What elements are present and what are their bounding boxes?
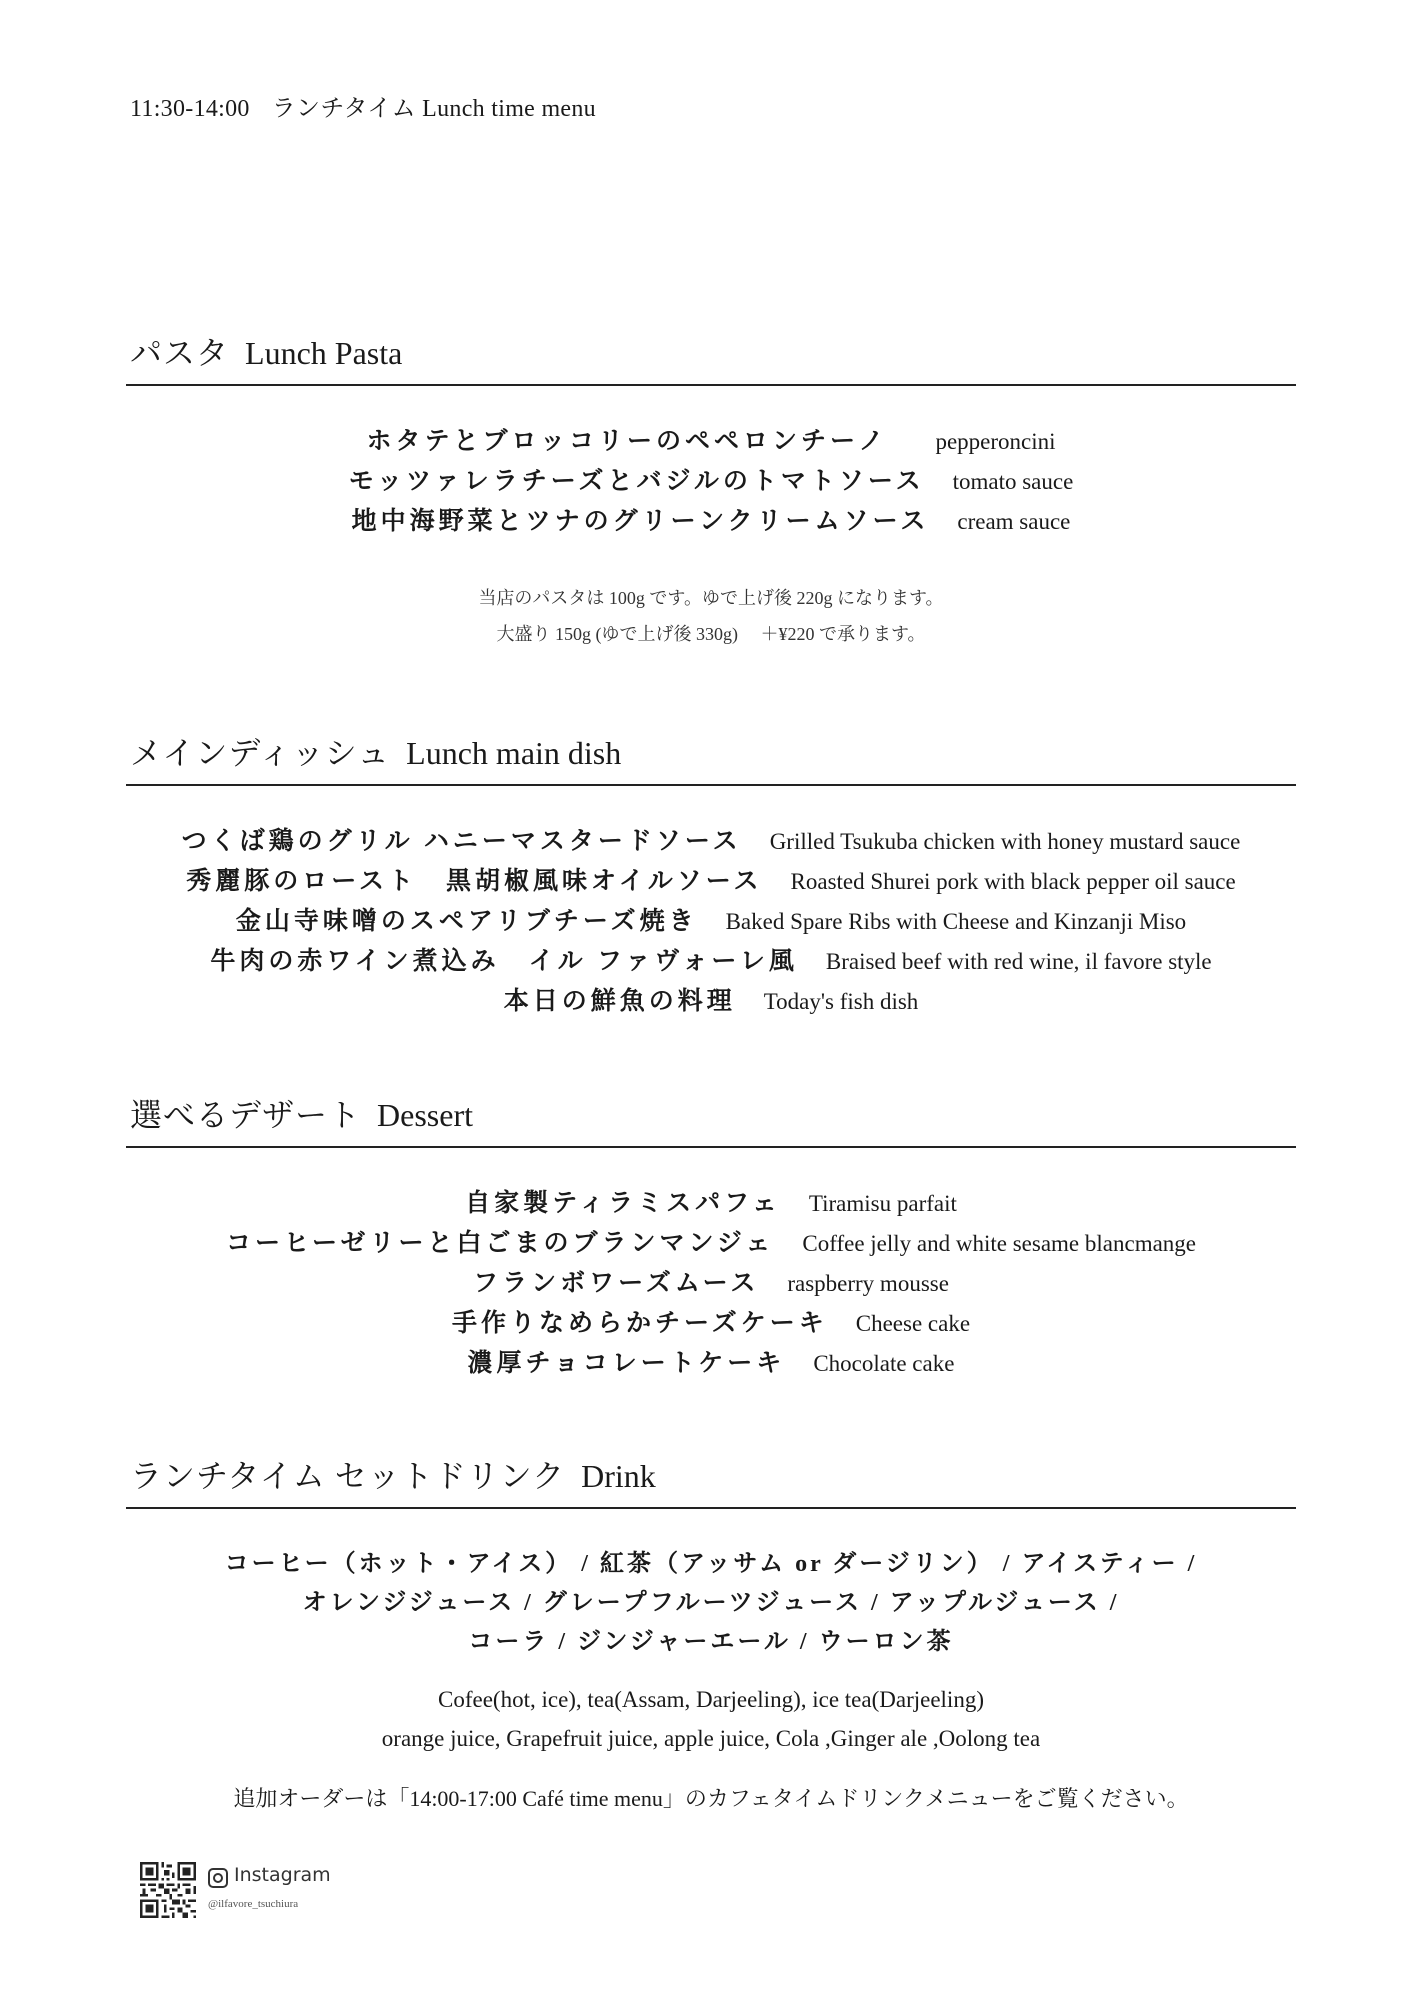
item-name-ja: 牛肉の赤ワイン煮込み イル ファヴォーレ風: [210, 948, 798, 975]
item-name-en: Chocolate cake: [813, 1351, 955, 1376]
item-name-ja: フランボワーズムース: [473, 1270, 760, 1297]
divider: [126, 784, 1296, 786]
item-name-ja: モッツァレラチーズとバジルのトマトソース: [348, 468, 925, 495]
menu-item: [126, 902, 1296, 942]
drink-line-ja: コーラ / ジンジャーエール / ウーロン茶: [468, 1629, 954, 1655]
item-name-en: Braised beef with red wine, il favore style: [825, 949, 1212, 974]
section-title-ja: 選べるデザート: [130, 1097, 362, 1133]
item-name-en: Cheese cake: [855, 1311, 971, 1336]
item-name-ja: 手作りなめらかチーズケーキ: [451, 1310, 828, 1337]
item-name-ja: 自家製ティラミスパフェ: [465, 1190, 781, 1217]
section-title-en: Lunch main dish: [406, 735, 622, 771]
menu-item: [126, 422, 1296, 462]
divider: [126, 1507, 1296, 1509]
menu-item: [126, 462, 1296, 502]
drink-list-ja: [126, 1545, 1296, 1662]
divider: [126, 1146, 1296, 1148]
pasta-section: [126, 328, 1296, 652]
qr-code-icon[interactable]: [140, 1862, 196, 1918]
dessert-section: [126, 1090, 1296, 1384]
pasta-note-line: 大盛り 150g (ゆで上げ後 330g) ＋¥220 で承ります。: [496, 624, 926, 644]
section-title-ja: メインディッシュ: [130, 735, 391, 771]
menu-item: [126, 1224, 1296, 1264]
item-name-en: raspberry mousse: [787, 1271, 949, 1296]
menu-item: [126, 942, 1296, 982]
section-title: [126, 328, 1296, 378]
item-name-en: Tiramisu parfait: [808, 1191, 957, 1216]
section-title-en: Dessert: [377, 1097, 473, 1133]
item-name-en: pepperoncini: [935, 429, 1056, 454]
section-title: [126, 728, 1296, 778]
drink-line-en: orange juice, Grapefruit juice, apple juice, Cola ,Ginger ale ,Oolong tea: [381, 1726, 1041, 1751]
menu-item: [126, 1264, 1296, 1304]
item-name-ja: 地中海野菜とツナのグリーンクリームソース: [351, 508, 930, 535]
drink-list-en: [126, 1680, 1296, 1758]
page-header: [130, 88, 596, 123]
section-title-ja: パスタ: [130, 335, 230, 371]
menu-item: [126, 822, 1296, 862]
item-name-en: cream sauce: [957, 509, 1071, 534]
item-name-en: Coffee jelly and white sesame blancmange: [802, 1231, 1197, 1256]
drink-footnote: 追加オーダーは「14:00-17:00 Café time menu」のカフェタイムドリンクメニューをご覧ください。: [233, 1786, 1189, 1811]
item-name-ja: 本日の鮮魚の料理: [503, 988, 736, 1015]
divider: [126, 384, 1296, 386]
section-title-en: Drink: [581, 1458, 656, 1494]
item-name-ja: 金山寺味噌のスペアリブチーズ焼き: [235, 908, 698, 935]
item-name-en: Baked Spare Ribs with Cheese and Kinzanji Miso: [725, 909, 1187, 934]
item-name-en: Today's fish dish: [763, 989, 919, 1014]
menu-item: [126, 502, 1296, 542]
item-name-ja: ホタテとブロッコリーのペペロンチーノ: [366, 428, 888, 455]
hours-text: 11:30-14:00: [130, 96, 250, 122]
section-title-en: Lunch Pasta: [245, 335, 403, 371]
main-dish-section: [126, 728, 1296, 1022]
item-name-en: Roasted Shurei pork with black pepper oil sauce: [790, 869, 1236, 894]
section-title-ja: ランチタイム セットドリンク: [130, 1458, 566, 1494]
item-name-en: Grilled Tsukuba chicken with honey mustard sauce: [769, 829, 1241, 854]
menu-item: [126, 982, 1296, 1022]
menu-item: [126, 1184, 1296, 1224]
drink-section: [126, 1451, 1296, 1813]
instagram-icon: [208, 1868, 228, 1888]
menu-title: ランチタイム Lunch time menu: [271, 96, 596, 122]
section-title: [126, 1451, 1296, 1501]
item-name-ja: 秀麗豚のロースト 黒胡椒風味オイルソース: [186, 868, 763, 895]
drink-line-en: Cofee(hot, ice), tea(Assam, Darjeeling), ice tea(Darjeeling): [438, 1687, 984, 1712]
menu-item: [126, 862, 1296, 902]
drink-line-ja: オレンジジュース / グレープフルーツジュース / アップルジュース /: [302, 1590, 1120, 1616]
instagram-label[interactable]: Instagram: [234, 1864, 331, 1886]
item-name-ja: つくば鶏のグリル ハニーマスタードソース: [181, 828, 742, 855]
item-name-en: tomato sauce: [952, 469, 1074, 494]
item-name-ja: 濃厚チョコレートケーキ: [467, 1350, 786, 1377]
menu-item: [126, 1344, 1296, 1384]
pasta-note-line: 当店のパスタは 100g です。ゆで上げ後 220g になります。: [478, 588, 944, 608]
instagram-handle[interactable]: @ilfavore_tsuchiura: [208, 1898, 299, 1910]
section-title: [126, 1090, 1296, 1140]
item-name-ja: コーヒーゼリーと白ごまのブランマンジェ: [225, 1230, 775, 1257]
menu-item: [126, 1304, 1296, 1344]
drink-line-ja: コーヒー（ホット・アイス） / 紅茶（アッサム or ダージリン） / アイスティー /: [224, 1551, 1198, 1577]
pasta-note: [126, 580, 1296, 652]
